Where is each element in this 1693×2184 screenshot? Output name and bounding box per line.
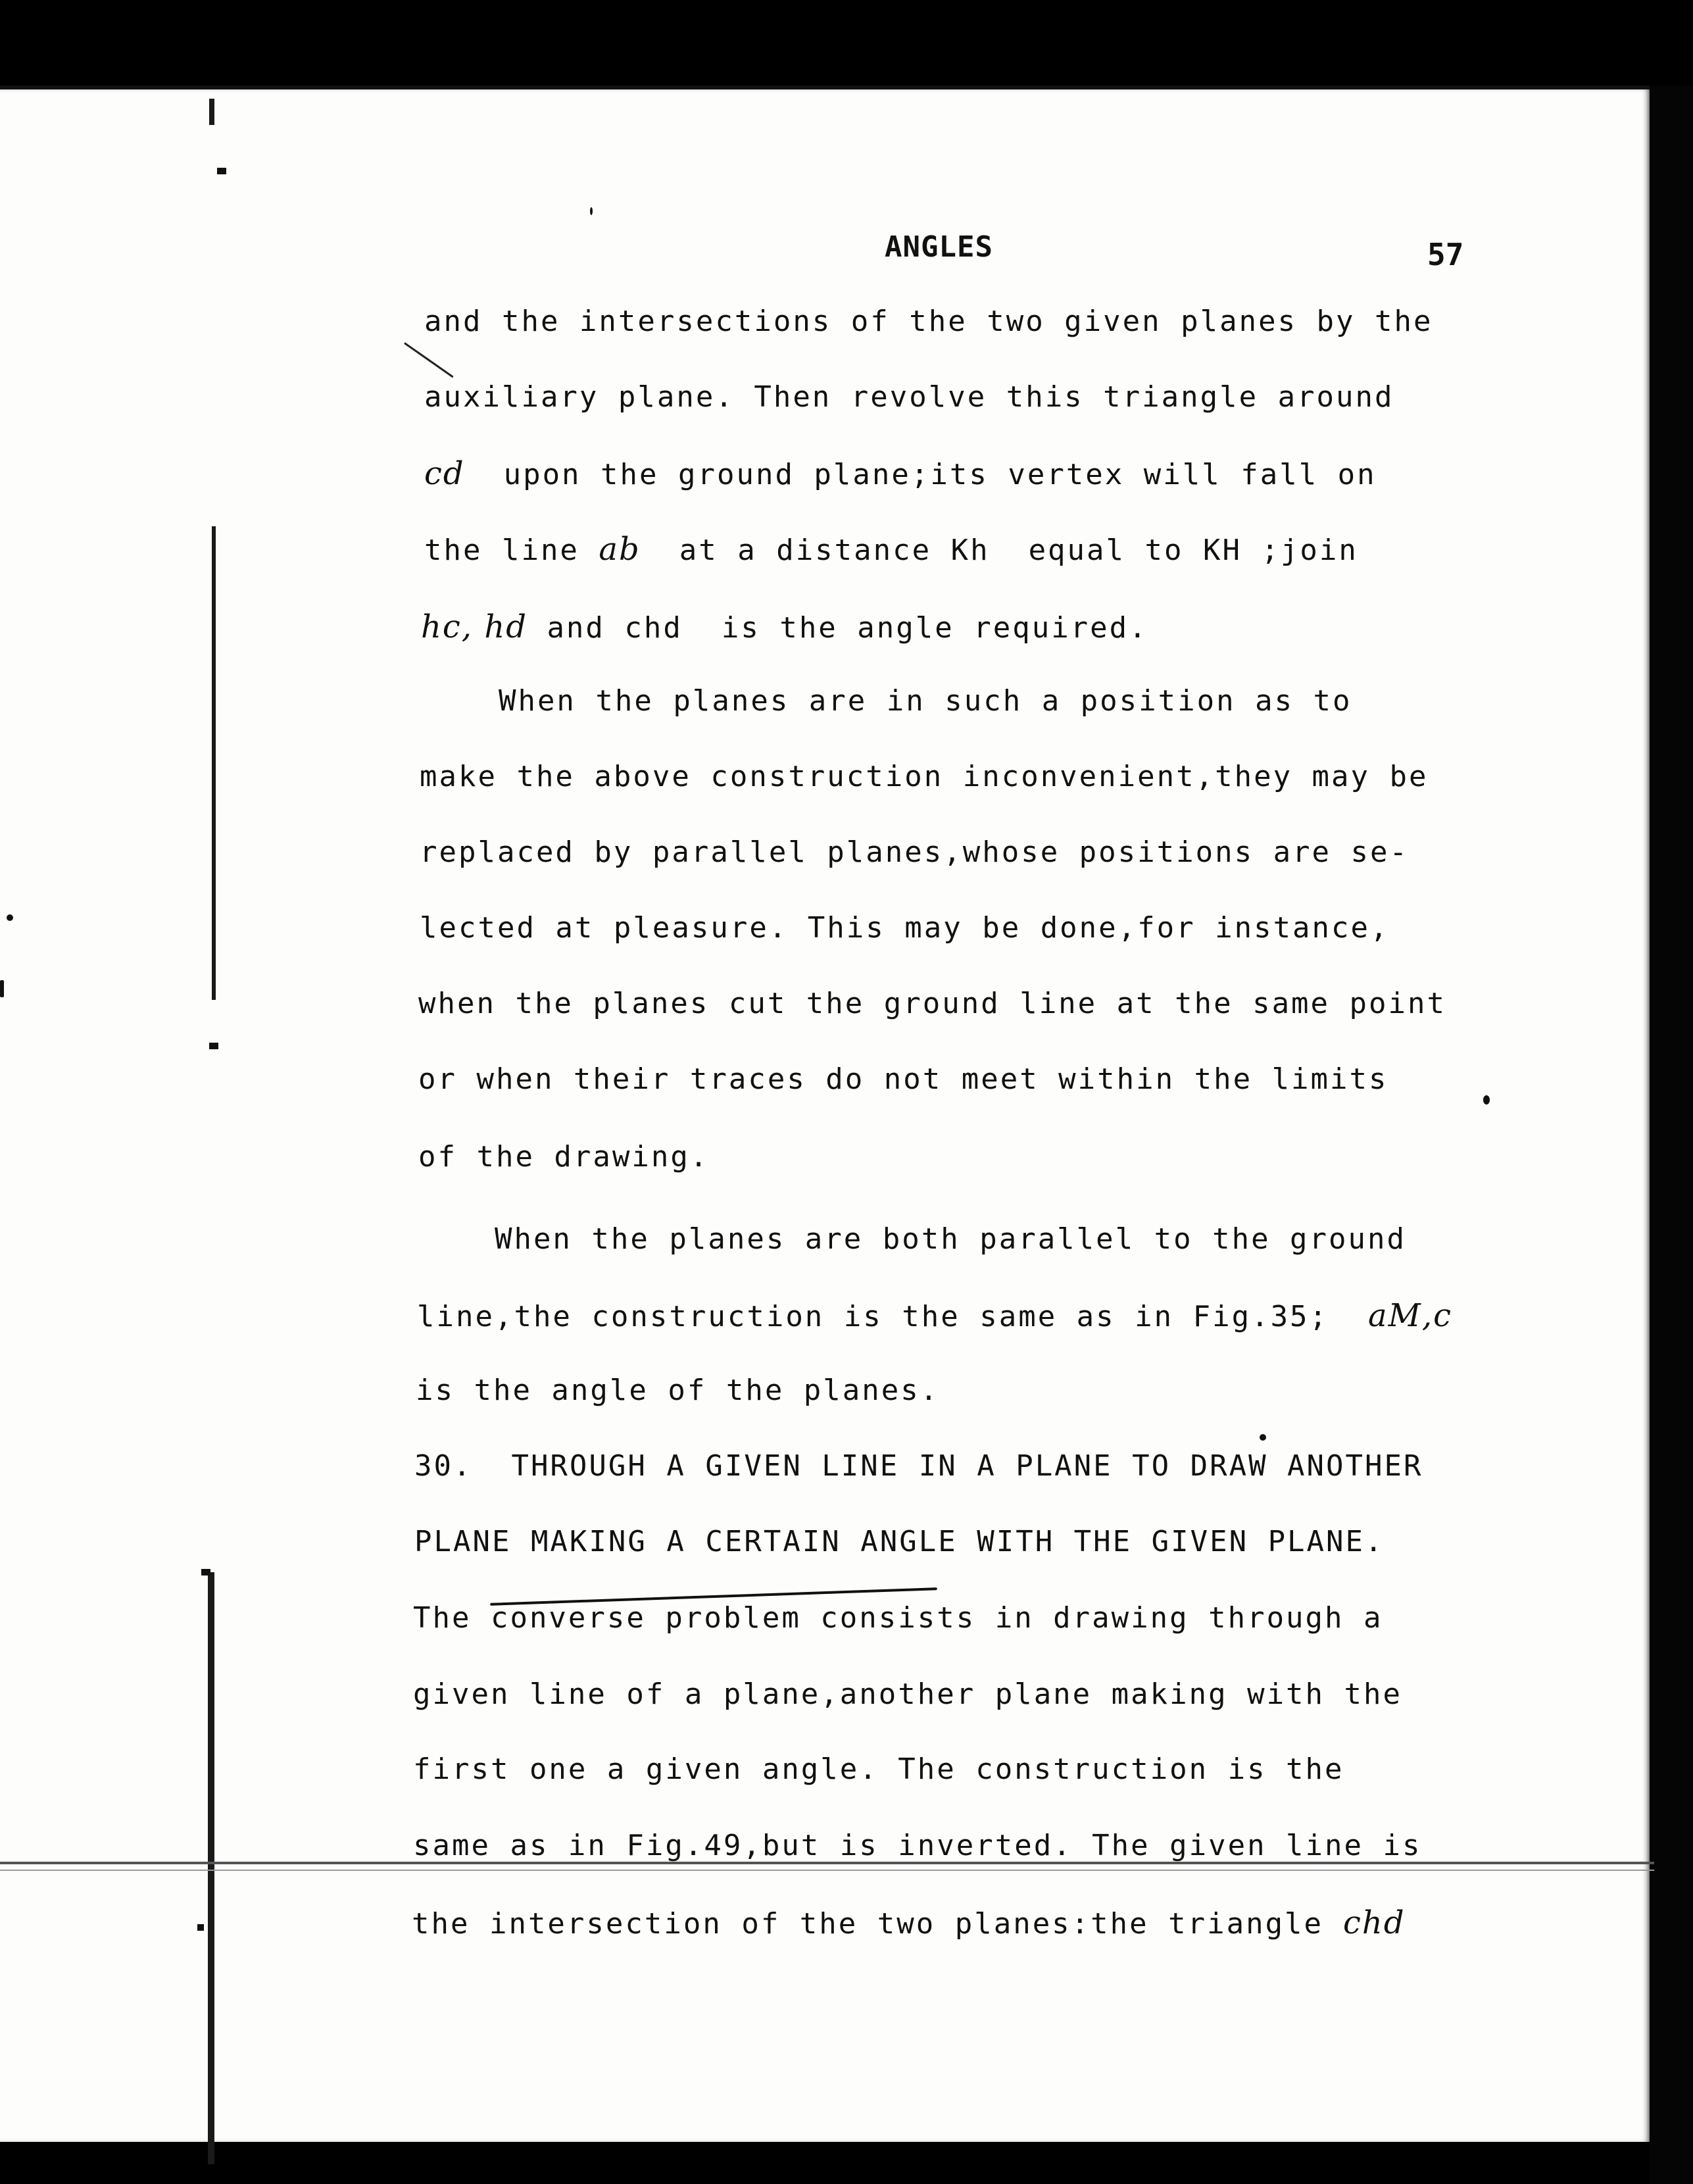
body-line: replaced by parallel planes,whose positions are se- [420, 835, 1410, 869]
body-line: auxiliary plane. Then revolve this triangle around [424, 380, 1394, 414]
section-heading-line: PLANE MAKING A CERTAIN ANGLE WITH THE GIVEN PLANE. [414, 1525, 1385, 1558]
margin-mark [217, 168, 226, 174]
body-line: When the planes are in such a position as to [421, 684, 1352, 718]
body-line: the line ab at a distance Kh equal to KH ;join [424, 531, 1358, 568]
body-line: given line of a plane,another plane making with the [413, 1677, 1403, 1711]
body-line: and the intersections of the two given planes by the [424, 305, 1433, 338]
page-right-edge [1650, 86, 1693, 2184]
body-line: line,the construction is the same as in Fig.35; aM,c [417, 1297, 1452, 1334]
running-header: ANGLES [885, 230, 993, 264]
body-line: of the drawing. [418, 1140, 710, 1174]
binding-mark [209, 99, 214, 125]
body-line: is the angle of the planes. [416, 1374, 940, 1407]
speck [590, 207, 593, 215]
handwritten-label: hc, hd [421, 608, 528, 645]
speck [1260, 1434, 1266, 1441]
margin-mark [201, 1569, 210, 1576]
body-line: the intersection of the two planes:the triangle chd [412, 1904, 1406, 1941]
page-number: 57 [1427, 237, 1464, 272]
handwritten-label: chd [1343, 1904, 1406, 1941]
body-line: when the planes cut the ground line at the same point [418, 987, 1446, 1020]
body-line: lected at pleasure. This may be done,for instance, [420, 911, 1390, 945]
body-line: cd upon the ground plane;its vertex will fall on [424, 455, 1377, 492]
binding-rule [208, 1572, 214, 2164]
margin-mark [197, 1924, 204, 1931]
body-line: same as in Fig.49,but is inverted. The given line is [413, 1829, 1422, 1862]
body-line: When the planes are both parallel to the ground [417, 1222, 1407, 1256]
scan-artifact-line [0, 1870, 1654, 1871]
body-line: or when their traces do not meet within the limits [418, 1062, 1388, 1096]
section-heading-line: 30. THROUGH A GIVEN LINE IN A PLANE TO DRAW ANOTHER [414, 1449, 1423, 1483]
handwritten-label: aM,c [1368, 1297, 1452, 1334]
body-line: make the above construction inconvenient,they may be [420, 760, 1429, 793]
speck [1483, 1095, 1490, 1104]
body-line: first one a given angle. The construction is the [413, 1752, 1344, 1786]
binding-rule [212, 526, 216, 1000]
handwritten-label: ab [599, 531, 641, 568]
handwritten-label: cd [424, 455, 465, 492]
speck [7, 914, 13, 921]
speck [0, 980, 4, 997]
body-line: The converse problem consists in drawing through a [413, 1601, 1383, 1635]
body-line: hc, hd and chd is the angle required. [421, 608, 1148, 645]
margin-mark [209, 1043, 218, 1049]
